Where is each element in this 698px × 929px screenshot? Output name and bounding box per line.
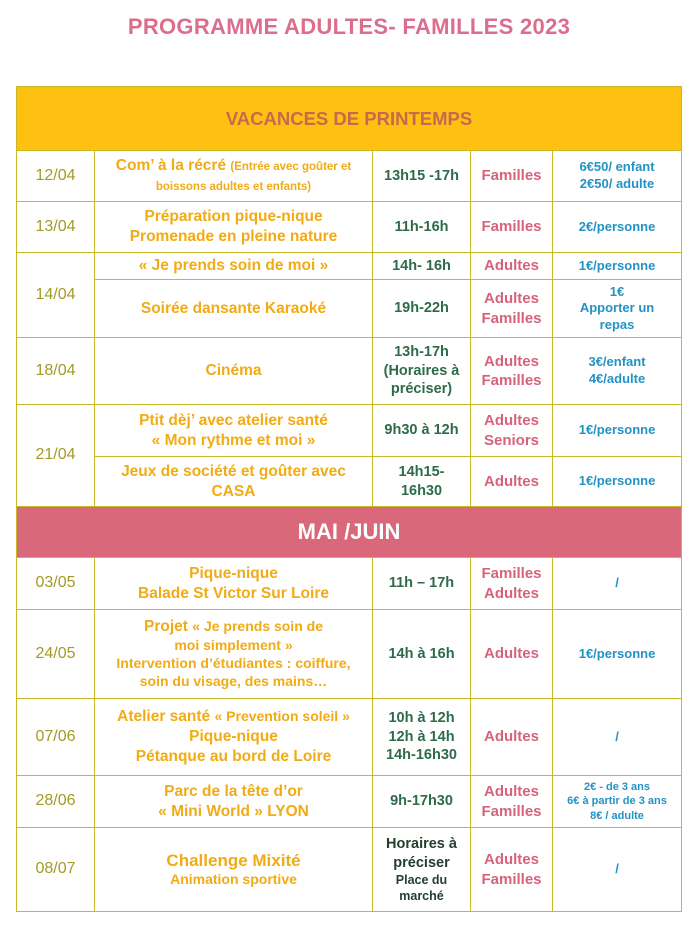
audience-line: Familles bbox=[481, 372, 542, 389]
date-cell: 03/05 bbox=[17, 558, 95, 610]
activity-line: soin du visage, des mains… bbox=[139, 672, 328, 689]
activity-label: Projet bbox=[144, 618, 188, 636]
audience-line: Adultes bbox=[483, 783, 539, 801]
price-line: 1€ bbox=[609, 283, 625, 299]
activity-note: (Entrée avec goûter et boissons adultes et enfants) bbox=[155, 161, 352, 193]
audience-cell: Familles bbox=[471, 202, 553, 253]
hours-cell: 19h-22h bbox=[373, 280, 471, 338]
date-cell: 13/04 bbox=[17, 202, 95, 253]
date-cell: 08/07 bbox=[17, 828, 95, 912]
activity-line: Challenge Mixité bbox=[166, 850, 301, 870]
price-line: 4€/adulte bbox=[588, 371, 646, 386]
activity-line: Jeux de société et goûter avec bbox=[121, 462, 346, 480]
hours-line: marché bbox=[399, 889, 444, 904]
table-row bbox=[17, 405, 682, 457]
hours-line: préciser) bbox=[390, 381, 453, 398]
price-cell: 1€/personne bbox=[553, 253, 682, 280]
hours-line: (Horaires à bbox=[383, 362, 460, 379]
date-cell: 28/06 bbox=[17, 776, 95, 828]
hours-line: Place du bbox=[395, 873, 448, 888]
hours-line: 16h30 bbox=[400, 482, 443, 499]
price-cell: 1€/personne bbox=[553, 457, 682, 507]
date-cell: 21/04 bbox=[17, 405, 95, 507]
date-cell: 18/04 bbox=[17, 338, 95, 405]
activity-line: moi simplement » bbox=[174, 637, 293, 654]
audience-cell: Adultes bbox=[471, 457, 553, 507]
hours-cell: 9h30 à 12h bbox=[373, 405, 471, 457]
audience-cell: Adultes bbox=[471, 253, 553, 280]
audience-cell: Adultes bbox=[471, 610, 553, 699]
price-cell bbox=[553, 151, 682, 202]
audience-cell bbox=[471, 338, 553, 405]
price-line: 2€ - de 3 ans bbox=[583, 781, 651, 794]
audience-cell bbox=[471, 280, 553, 338]
activity-cell bbox=[95, 558, 373, 610]
hours-cell bbox=[373, 828, 471, 912]
activity-cell bbox=[95, 828, 373, 912]
activity-cell bbox=[95, 457, 373, 507]
audience-line: Adultes bbox=[483, 851, 539, 869]
activity-line bbox=[97, 707, 370, 727]
price-cell bbox=[553, 776, 682, 828]
audience-line: Adultes bbox=[483, 412, 539, 430]
audience-line: Familles bbox=[481, 309, 542, 327]
activity-line: Pique-nique bbox=[189, 728, 278, 746]
table-row bbox=[17, 151, 682, 202]
hours-cell: 14h- 16h bbox=[373, 253, 471, 280]
table-row bbox=[17, 558, 682, 610]
hours-line: Horaires à bbox=[386, 835, 457, 852]
audience-cell: Familles bbox=[471, 151, 553, 202]
hours-line: 10h à 12h bbox=[388, 710, 455, 727]
audience-line: Seniors bbox=[483, 431, 540, 449]
hours-line: 13h-17h bbox=[394, 344, 449, 361]
activity-label: Atelier santé bbox=[117, 708, 211, 726]
audience-cell bbox=[471, 405, 553, 457]
price-line: 3€/enfant bbox=[588, 354, 646, 370]
price-cell bbox=[553, 338, 682, 405]
hours-cell: 11h-16h bbox=[373, 202, 471, 253]
table-row bbox=[17, 280, 682, 338]
activity-line: Préparation pique-nique bbox=[144, 208, 323, 226]
section-title: VACANCES DE PRINTEMPS bbox=[17, 87, 682, 151]
activity-line: Intervention d’étudiantes : coiffure, bbox=[116, 654, 351, 671]
hours-line: préciser bbox=[393, 854, 450, 871]
activity-line: Ptit dèj’ avec atelier santé bbox=[139, 411, 328, 429]
price-cell: / bbox=[553, 828, 682, 912]
table-row bbox=[17, 253, 682, 280]
price-line: Apporter un bbox=[579, 300, 655, 316]
date-cell: 14/04 bbox=[17, 253, 95, 338]
activity-cell bbox=[95, 610, 373, 699]
activity-cell bbox=[95, 776, 373, 828]
activity-line bbox=[97, 617, 370, 637]
activity-subtitle: « Je prends soin de bbox=[192, 618, 323, 635]
audience-cell: Adultes bbox=[471, 699, 553, 776]
hours-cell: 14h à 16h bbox=[373, 610, 471, 699]
price-cell: / bbox=[553, 558, 682, 610]
price-line: repas bbox=[599, 316, 635, 332]
hours-cell: 13h15 -17h bbox=[373, 151, 471, 202]
activity-cell: « Je prends soin de moi » bbox=[95, 253, 373, 280]
activity-line: Pétanque au bord de Loire bbox=[135, 747, 332, 765]
activity-line: Parc de la tête d’or bbox=[164, 782, 303, 800]
program-table bbox=[16, 86, 682, 912]
activity-subtitle: « Prevention soleil » bbox=[214, 708, 350, 725]
activity-line: Promenade en pleine nature bbox=[129, 228, 338, 245]
table-row bbox=[17, 457, 682, 507]
hours-cell bbox=[373, 699, 471, 776]
table-row bbox=[17, 699, 682, 776]
section-header-mai-juin bbox=[17, 507, 682, 558]
hours-line: 14h-16h30 bbox=[386, 747, 457, 764]
price-cell: 1€/personne bbox=[553, 610, 682, 699]
activity-line: Pique-nique bbox=[189, 564, 278, 582]
section-header-printemps bbox=[17, 87, 682, 151]
table-row bbox=[17, 828, 682, 912]
activity-line: « Mon rythme et moi » bbox=[151, 431, 316, 449]
audience-cell bbox=[471, 776, 553, 828]
audience-cell bbox=[471, 828, 553, 912]
price-line: 6€ à partir de 3 ans bbox=[567, 795, 667, 808]
audience-line: Adultes bbox=[483, 352, 539, 370]
table-row bbox=[17, 776, 682, 828]
activity-cell bbox=[95, 202, 373, 253]
audience-cell bbox=[471, 558, 553, 610]
table-row bbox=[17, 338, 682, 405]
audience-line: Adultes bbox=[483, 290, 539, 308]
activity-line: Animation sportive bbox=[170, 871, 297, 888]
audience-line: Familles bbox=[481, 870, 542, 888]
hours-cell bbox=[373, 338, 471, 405]
hours-cell: 9h-17h30 bbox=[373, 776, 471, 828]
activity-cell: Cinéma bbox=[95, 338, 373, 405]
section-title: MAI /JUIN bbox=[17, 507, 682, 558]
price-cell: 1€/personne bbox=[553, 405, 682, 457]
date-cell: 24/05 bbox=[17, 610, 95, 699]
activity-cell: Soirée dansante Karaoké bbox=[95, 280, 373, 338]
price-cell: / bbox=[553, 699, 682, 776]
activity-line: CASA bbox=[211, 482, 256, 500]
audience-line: Familles bbox=[481, 565, 542, 583]
table-row bbox=[17, 202, 682, 253]
audience-line: Familles bbox=[481, 802, 542, 820]
activity-line: « Mini World » LYON bbox=[158, 802, 309, 820]
activity-cell bbox=[95, 151, 373, 202]
page-title: PROGRAMME ADULTES- FAMILLES 2023 bbox=[127, 14, 571, 39]
date-cell: 07/06 bbox=[17, 699, 95, 776]
price-line: 2€50/ adulte bbox=[579, 176, 655, 191]
date-cell: 12/04 bbox=[17, 151, 95, 202]
activity-cell bbox=[95, 405, 373, 457]
hours-line: 12h à 14h bbox=[388, 728, 455, 745]
hours-cell bbox=[373, 457, 471, 507]
price-cell bbox=[553, 280, 682, 338]
price-line: 8€ / adulte bbox=[590, 809, 644, 822]
table-row bbox=[17, 610, 682, 699]
activity-cell bbox=[95, 699, 373, 776]
activity-line: Balade St Victor Sur Loire bbox=[138, 584, 329, 602]
price-line: 6€50/ enfant bbox=[579, 159, 655, 175]
hours-line: 14h15- bbox=[398, 463, 445, 480]
price-cell: 2€/personne bbox=[553, 202, 682, 253]
activity-label: Com’ à la récré bbox=[115, 157, 227, 175]
audience-line: Adultes bbox=[483, 584, 539, 602]
hours-cell: 11h – 17h bbox=[373, 558, 471, 610]
